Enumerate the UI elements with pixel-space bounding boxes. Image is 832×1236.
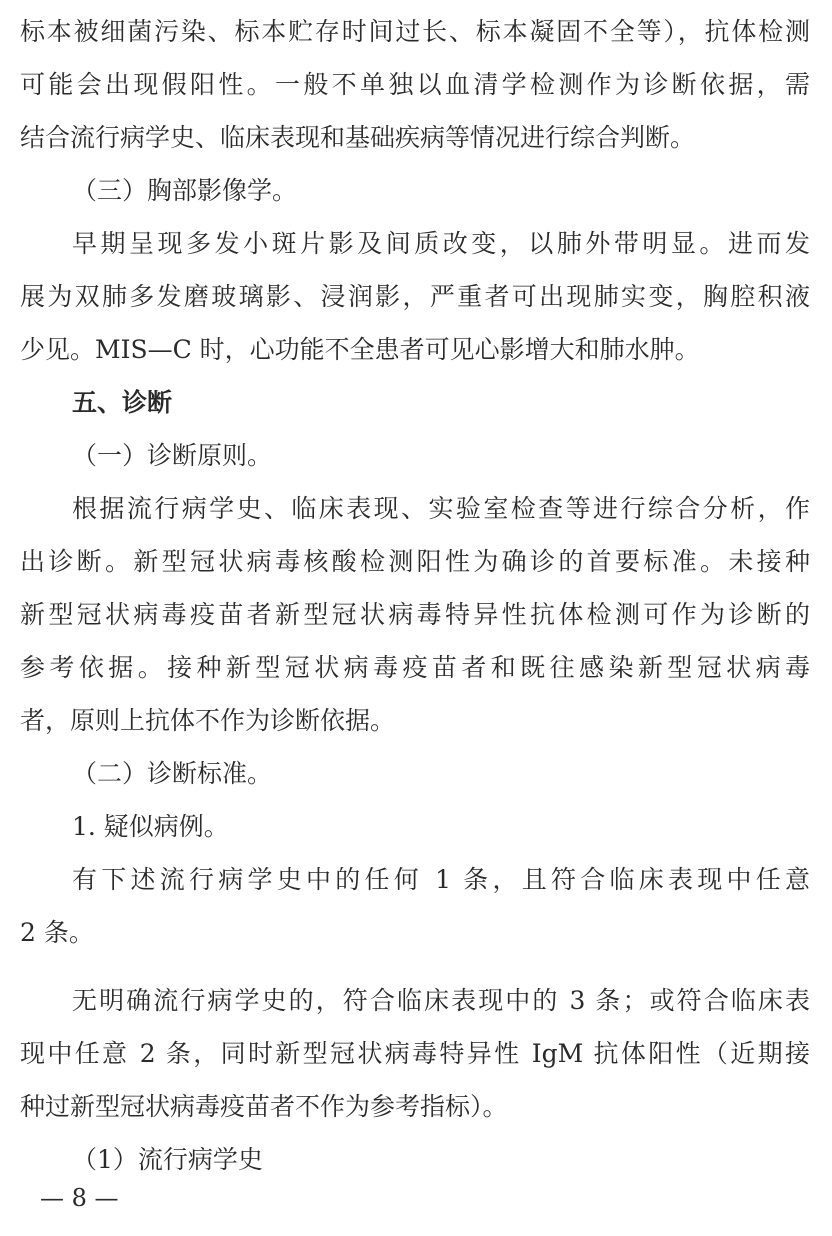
text-line-6: 展为双肺多发磨玻璃影、浸润影，严重者可出现肺实变，胸腔积液 [20, 282, 810, 311]
text-line-7: 少见。MIS—C 时，心功能不全患者可见心影增大和肺水肿。 [20, 335, 700, 364]
subheading-epidemiological-history: （1）流行病学史 [72, 1145, 263, 1174]
text-line-17: 有下述流行病学史中的任何 1 条，且符合临床表现中任意 [72, 865, 810, 894]
text-line-12: 新型冠状病毒疫苗者新型冠状病毒特异性抗体检测可作为诊断的 [20, 600, 810, 629]
section-heading-diagnosis: 五、诊断 [72, 388, 173, 417]
text-line-20: 现中任意 2 条，同时新型冠状病毒特异性 IgM 抗体阳性（近期接 [20, 1039, 810, 1068]
text-line-3: 结合流行病学史、临床表现和基础疾病等情况进行综合判断。 [20, 123, 696, 152]
text-line-5: 早期呈现多发小斑片影及间质改变，以肺外带明显。进而发 [72, 229, 810, 258]
page-number: — 8 — [40, 1184, 119, 1212]
text-line-14: 者，原则上抗体不作为诊断依据。 [20, 706, 396, 735]
text-line-10: 根据流行病学史、临床表现、实验室检查等进行综合分析，作 [72, 494, 810, 523]
text-line-19: 无明确流行病学史的，符合临床表现中的 3 条；或符合临床表 [72, 986, 810, 1015]
text-line-2: 可能会出现假阳性。一般不单独以血清学检测作为诊断依据，需 [20, 70, 810, 99]
text-line-11: 出诊断。新型冠状病毒核酸检测阳性为确诊的首要标准。未接种 [20, 547, 810, 576]
section-heading-diagnosis-criteria: （二）诊断标准。 [72, 759, 273, 788]
section-heading-chest-imaging: （三）胸部影像学。 [72, 176, 298, 205]
text-line-13: 参考依据。接种新型冠状病毒疫苗者和既往感染新型冠状病毒 [20, 653, 810, 682]
subheading-suspected-case: 1. 疑似病例。 [72, 812, 229, 841]
section-heading-diagnosis-principles: （一）诊断原则。 [72, 441, 273, 470]
text-line-21: 种过新型冠状病毒疫苗者不作为参考指标）。 [20, 1092, 508, 1121]
text-line-18: 2 条。 [20, 918, 94, 947]
text-line-1: 标本被细菌污染、标本贮存时间过长、标本凝固不全等），抗体检测 [20, 17, 810, 46]
